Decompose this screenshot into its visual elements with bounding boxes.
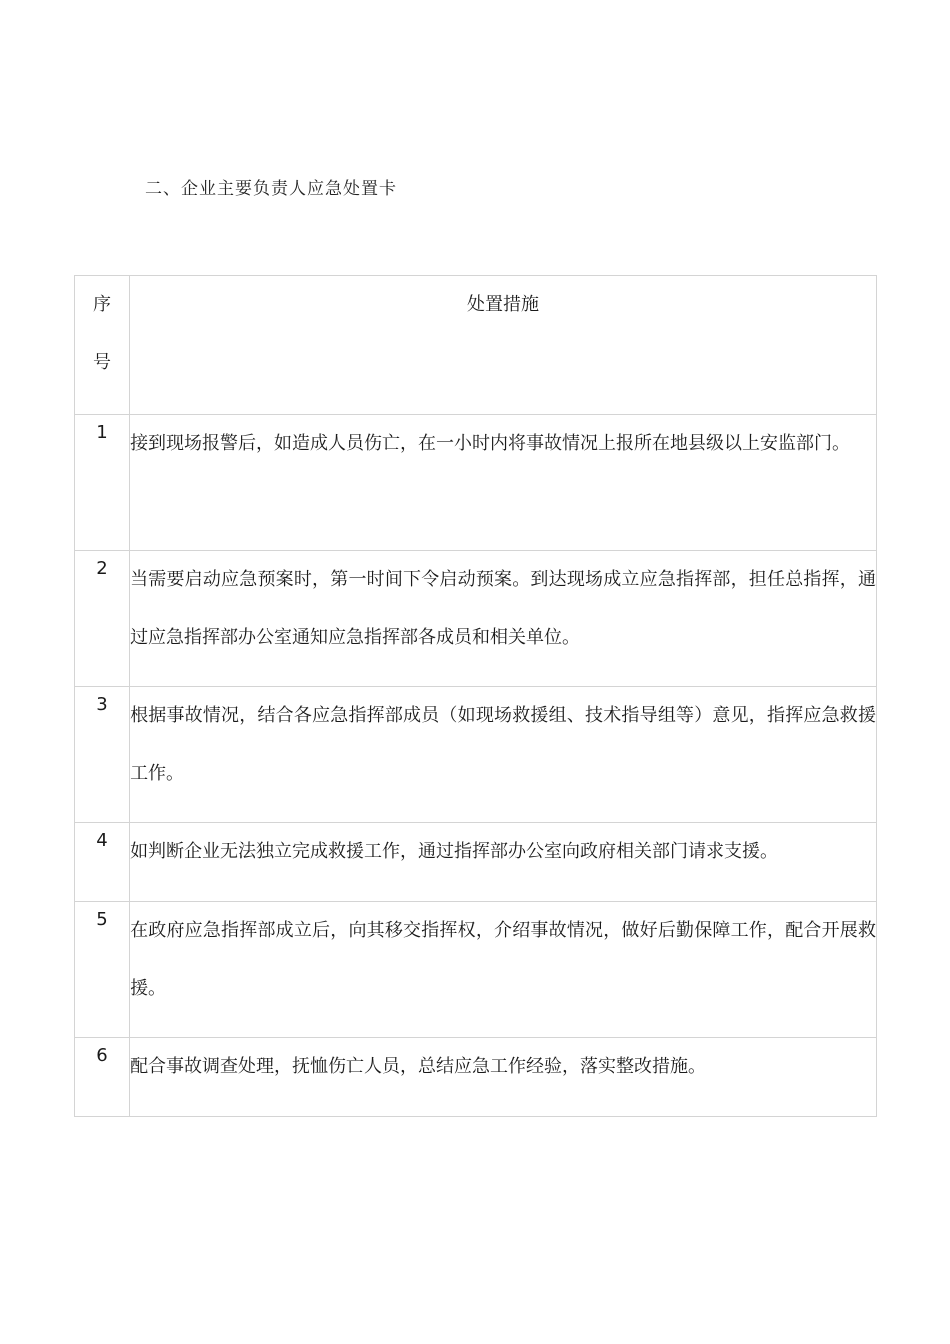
row-number: 6 <box>75 1038 130 1117</box>
emergency-measures-table <box>74 275 877 1117</box>
header-serial-line2: 号 <box>93 352 112 373</box>
table-row <box>75 687 877 823</box>
table-row <box>75 415 877 551</box>
table-row <box>75 1038 877 1117</box>
row-measure: 如判断企业无法独立完成救援工作，通过指挥部办公室向政府相关部门请求支援。 <box>130 823 877 902</box>
row-number: 1 <box>75 415 130 551</box>
row-number: 5 <box>75 902 130 1038</box>
row-measure: 根据事故情况，结合各应急指挥部成员（如现场救援组、技术指导组等）意见，指挥应急救援工作。 <box>130 687 877 823</box>
row-number: 4 <box>75 823 130 902</box>
table-row <box>75 823 877 902</box>
row-measure: 接到现场报警后，如造成人员伤亡，在一小时内将事故情况上报所在地县级以上安监部门。 <box>130 415 877 551</box>
row-measure: 当需要启动应急预案时，第一时间下令启动预案。到达现场成立应急指挥部，担任总指挥，通过应急指挥部办公室通知应急指挥部各成员和相关单位。 <box>130 551 877 687</box>
header-serial-line1: 序 <box>93 294 112 315</box>
header-serial-number <box>75 276 130 415</box>
row-measure: 在政府应急指挥部成立后，向其移交指挥权，介绍事故情况，做好后勤保障工作，配合开展救援。 <box>130 902 877 1038</box>
page-title: 二、企业主要负责人应急处置卡 <box>145 179 397 199</box>
row-number: 3 <box>75 687 130 823</box>
table-header-row <box>75 276 877 415</box>
table-row <box>75 902 877 1038</box>
row-number: 2 <box>75 551 130 687</box>
header-measures: 处置措施 <box>130 276 877 415</box>
row-measure: 配合事故调查处理，抚恤伤亡人员，总结应急工作经验，落实整改措施。 <box>130 1038 877 1117</box>
table-row <box>75 551 877 687</box>
